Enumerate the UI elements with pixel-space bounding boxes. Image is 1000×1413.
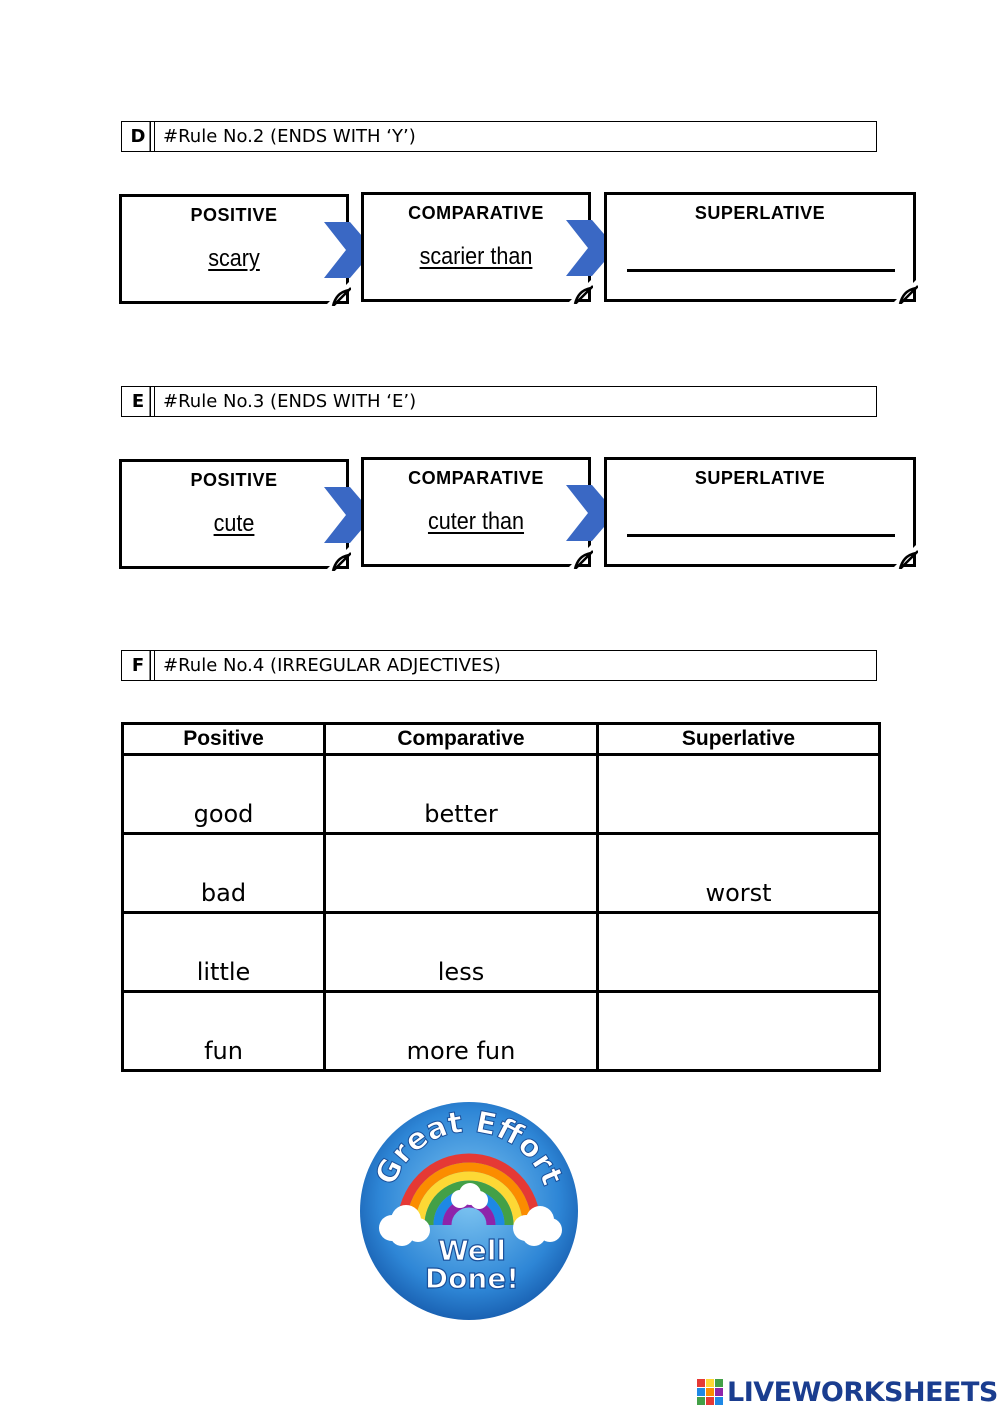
table-row <box>123 992 880 1071</box>
comparative-word: scarier than <box>419 243 533 270</box>
card-title: COMPARATIVE <box>408 468 544 488</box>
superlative-card-d <box>604 192 916 302</box>
column-header-positive: Positive <box>123 724 325 755</box>
positive-cell: fun <box>123 992 325 1071</box>
rule-bar-d <box>121 121 877 152</box>
column-header-superlative: Superlative <box>598 724 880 755</box>
positive-cell: good <box>123 755 325 834</box>
card-title: SUPERLATIVE <box>694 468 826 488</box>
card-title: POSITIVE <box>190 470 278 490</box>
card-title: POSITIVE <box>190 205 278 225</box>
section-letter: D <box>122 122 155 151</box>
superlative-answer-cell[interactable] <box>598 755 880 834</box>
comparative-cell: more fun <box>325 992 598 1071</box>
table-row <box>123 913 880 992</box>
rule-title: #Rule No.3 (ENDS WITH ‘E’) <box>163 391 417 412</box>
page-curl-icon <box>567 278 593 304</box>
superlative-answer-cell[interactable] <box>598 992 880 1071</box>
comparative-cell: better <box>325 755 598 834</box>
comparative-answer-cell[interactable] <box>325 834 598 913</box>
section-letter: F <box>122 651 155 680</box>
positive-word: scary <box>208 245 260 272</box>
rule-title: #Rule No.2 (ENDS WITH ‘Y’) <box>163 126 416 147</box>
page-curl-icon <box>892 278 918 304</box>
column-header-comparative: Comparative <box>325 724 598 755</box>
liveworksheets-logo-icon <box>697 1379 723 1405</box>
page-curl-icon <box>892 543 918 569</box>
positive-cell: little <box>123 913 325 992</box>
superlative-cell: worst <box>598 834 880 913</box>
superlative-answer-cell[interactable] <box>598 913 880 992</box>
comparative-card-e <box>361 457 591 567</box>
great-effort-badge <box>358 1100 580 1322</box>
table-header-row <box>123 724 880 755</box>
comparative-cell: less <box>325 913 598 992</box>
rule-bar-e <box>121 386 877 417</box>
liveworksheets-logo <box>697 1376 998 1408</box>
brand-name: LIVEWORKSHEETS <box>727 1376 998 1408</box>
rule-bar-f <box>121 650 877 681</box>
positive-card-d <box>119 194 349 304</box>
badge-top-text: Great Effort <box>368 1104 570 1191</box>
comparative-word: cuter than <box>427 508 525 535</box>
positive-word: cute <box>213 510 255 537</box>
comparative-card-d <box>361 192 591 302</box>
page-curl-icon <box>325 280 351 306</box>
rule-title: #Rule No.4 (IRREGULAR ADJECTIVES) <box>163 655 501 676</box>
card-title: COMPARATIVE <box>408 203 544 223</box>
superlative-answer-blank[interactable] <box>627 269 895 272</box>
superlative-card-e <box>604 457 916 567</box>
table-row <box>123 755 880 834</box>
positive-cell: bad <box>123 834 325 913</box>
page-curl-icon <box>325 545 351 571</box>
page-curl-icon <box>567 543 593 569</box>
irregular-adjectives-table <box>121 722 881 1072</box>
section-letter: E <box>122 387 155 416</box>
badge-line-2: Done! <box>424 1262 520 1295</box>
positive-card-e <box>119 459 349 569</box>
card-title: SUPERLATIVE <box>694 203 826 223</box>
superlative-answer-blank[interactable] <box>627 534 895 537</box>
table-row <box>123 834 880 913</box>
badge-line-1: Well <box>437 1234 507 1267</box>
